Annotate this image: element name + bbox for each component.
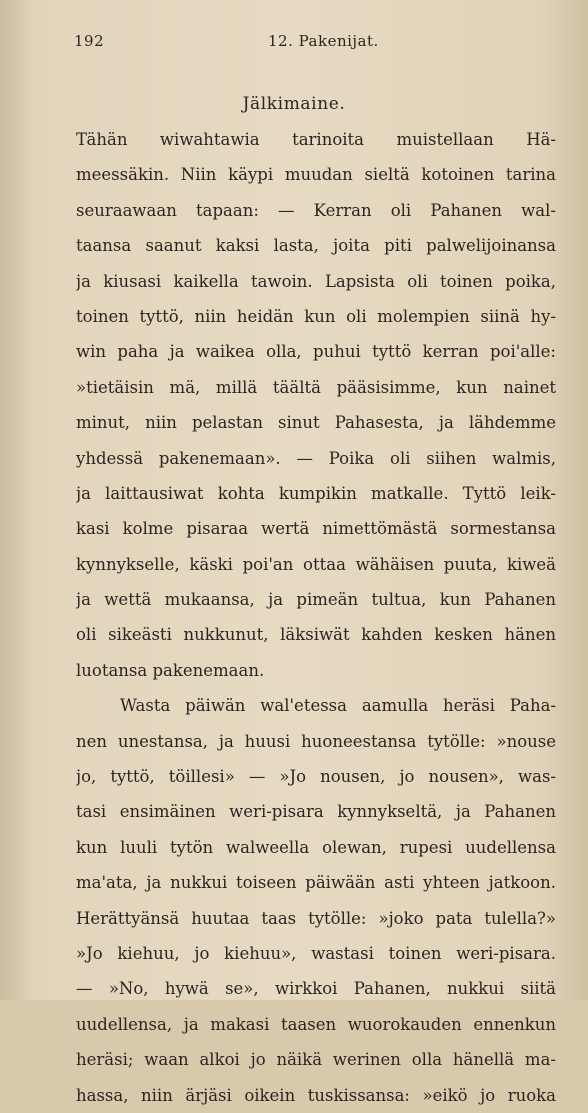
text-line: ja wettä mukaansa, ja pimeän tultua, kun Pahanen bbox=[76, 590, 556, 610]
text-line: »tietäisin mä, millä täältä pääsisimme, kun nainet bbox=[76, 377, 556, 397]
text-line: — »No, hywä se», wirkkoi Pahanen, nukkui siitä bbox=[76, 979, 556, 999]
text-line: uudellensa, ja makasi taasen wuorokauden ennenkun bbox=[76, 1014, 556, 1034]
text-line: oli sikeästi nukkunut, läksiwät kahden kesken hänen bbox=[76, 625, 556, 645]
page-number: 192 bbox=[74, 32, 105, 50]
text-line: toinen tyttö, niin heidän kun oli molempien siinä hy- bbox=[76, 306, 556, 326]
text-line: kasi kolme pisaraa wertä nimettömästä sormestansa bbox=[76, 519, 556, 539]
text-line: Tähän wiwahtawia tarinoita muistellaan Hä- bbox=[76, 130, 556, 149]
text-line: Herättyänsä huutaa taas tytölle: »joko pata tulella?» bbox=[76, 908, 556, 928]
text-line: meessäkin. Niin käypi muudan sieltä kotoinen tarina bbox=[76, 165, 556, 185]
text-line: tasi ensimäinen weri-pisara kynnykseltä, ja Pahanen bbox=[76, 802, 556, 822]
text-line: taansa saanut kaksi lasta, joita piti palwelijoinansa bbox=[76, 236, 556, 256]
body-text bbox=[76, 122, 556, 1113]
running-head: 12. Pakenijat. bbox=[268, 32, 379, 50]
text-line: kynnykselle, käski poi'an ottaa wähäisen puuta, kiweä bbox=[76, 554, 556, 574]
text-line: »Jo kiehuu, jo kiehuu», wastasi toinen weri-pisara. bbox=[76, 943, 556, 963]
text-line: jo, tyttö, töillesi» — »Jo nousen, jo nousen», was- bbox=[76, 767, 556, 787]
text-line: yhdessä pakenemaan». — Poika oli siihen walmis, bbox=[76, 448, 556, 468]
text-line: minut, niin pelastan sinut Pahasesta, ja lähdemme bbox=[76, 413, 556, 433]
text-line: ma'ata, ja nukkui toiseen päiwään asti yhteen jatkoon. bbox=[76, 873, 556, 893]
text-line: ja laittausiwat kohta kumpikin matkalle. Tyttö leik- bbox=[76, 483, 556, 503]
text-line: hassa, niin ärjäsi oikein tuskissansa: »eikö jo ruoka bbox=[76, 1085, 556, 1105]
text-line: seuraawaan tapaan: — Kerran oli Pahanen wal- bbox=[76, 200, 556, 220]
text-line: Wasta päiwän wal'etessa aamulla heräsi Paha- bbox=[120, 696, 556, 716]
text-line: ja kiusasi kaikella tawoin. Lapsista oli toinen poika, bbox=[76, 271, 556, 291]
page-header bbox=[72, 28, 560, 58]
text-line: luotansa pakenemaan. bbox=[76, 660, 265, 680]
text-line: nen unestansa, ja huusi huoneestansa tytölle: »nouse bbox=[76, 731, 556, 751]
text-line: win paha ja waikea olla, puhui tyttö kerran poi'alle: bbox=[76, 342, 556, 362]
section-title: Jälkimaine. bbox=[242, 94, 346, 114]
text-line: kun luuli tytön walweella olewan, rupesi uudellensa bbox=[76, 837, 556, 857]
text-line: heräsi; waan alkoi jo näikä werinen olla hänellä ma- bbox=[76, 1050, 556, 1070]
